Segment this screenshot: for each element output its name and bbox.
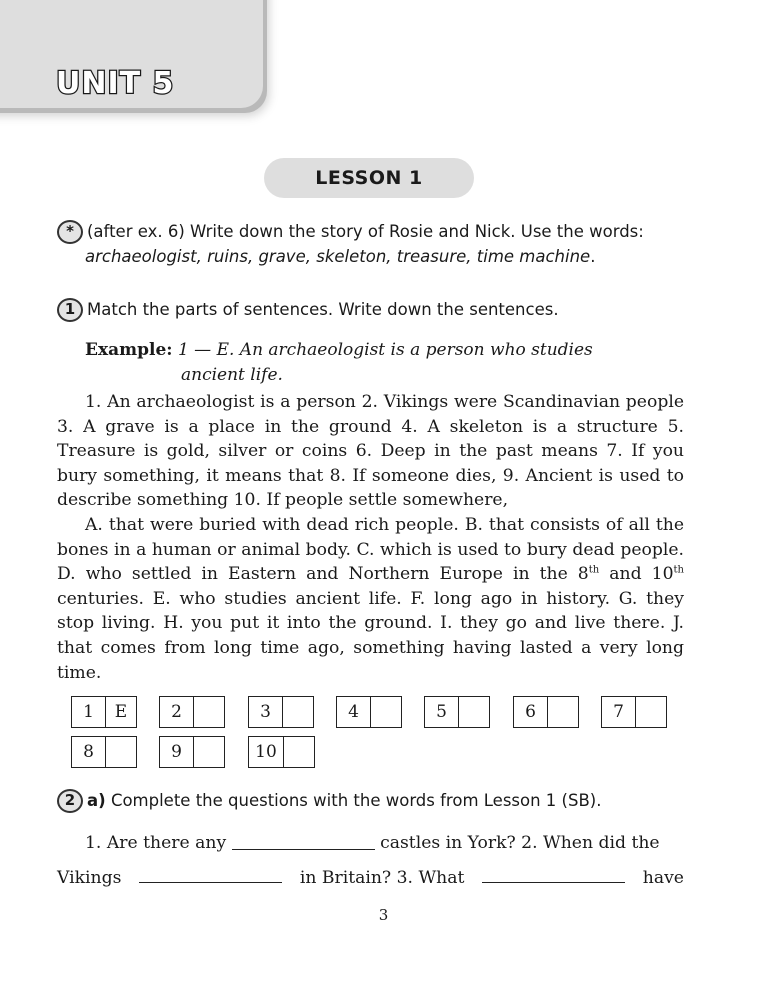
task-1-marker: 1 — [57, 298, 83, 322]
endings-part-b: and 10 — [599, 564, 674, 585]
answer-box-number: 3 — [249, 697, 283, 727]
task-2-question-line-1 — [57, 830, 684, 856]
answer-box-10 — [248, 736, 315, 768]
answer-box-6 — [513, 696, 579, 728]
answer-box-2 — [159, 696, 225, 728]
q2-part-c: have — [642, 868, 684, 888]
answer-box-3 — [248, 696, 314, 728]
task-1-sentence-beginnings: 1. An archaeologist is a person 2. Vikings were Scandinavian people 3. A grave is a place in the ground 4. A skeleton is a structure 5. Treasure is gold, silver or coins 6. Deep in the past means 7. If you bury something, it means that 8. If someone dies, 9. Ancient is used to describe something 10. If people settle somewhere, — [57, 392, 684, 511]
task-2-marker: 2 — [57, 789, 83, 813]
answer-box-field[interactable] — [459, 697, 489, 727]
answer-box-field[interactable] — [194, 697, 224, 727]
endings-part-a: A. that were buried with dead rich people. B. that consists of all the bones in a human or animal body. C. which is used to bury dead people. D. who settled in Eastern and Northern Europe in the 8 — [57, 515, 684, 585]
answer-box-field[interactable] — [548, 697, 578, 727]
task-1-instruction: Match the parts of sentences. Write down the sentences. — [87, 300, 559, 319]
task-2-subpart: a) — [87, 791, 106, 810]
answer-box-1 — [71, 696, 137, 728]
lesson-title: LESSON 1 — [264, 158, 474, 198]
q1-part-a: 1. Are there any — [85, 833, 227, 853]
answer-box-field[interactable] — [284, 737, 314, 767]
page-number: 3 — [378, 906, 389, 924]
answer-blank-3[interactable] — [482, 864, 625, 883]
answer-box-number: 8 — [72, 737, 106, 767]
answer-box-field[interactable] — [106, 737, 136, 767]
task-star — [57, 219, 697, 269]
answer-box-number: 10 — [249, 737, 284, 767]
answer-box-4 — [336, 696, 402, 728]
q2-part-b: in Britain? 3. What — [299, 868, 465, 888]
task-star-line2 — [57, 244, 697, 269]
answer-box-number: 4 — [337, 697, 371, 727]
superscript-th-1: th — [588, 564, 600, 576]
example-text: 1 — E. An archaeologist is a person who studies — [177, 340, 593, 360]
answer-box-8 — [71, 736, 137, 768]
answer-box-field[interactable] — [636, 697, 666, 727]
task-1-heading — [57, 297, 697, 322]
example-line1 — [85, 338, 685, 363]
task-star-instruction: (after ex. 6) Write down the story of Rosie and Nick. Use the words: — [87, 222, 644, 241]
task-2-question-line-2 — [57, 864, 684, 891]
q2-part-a: Vikings — [57, 868, 122, 888]
answer-box-number: 1 — [72, 697, 106, 727]
task-2-instruction: Complete the questions with the words from Lesson 1 (SB). — [110, 791, 602, 810]
example-label: Example: — [85, 340, 173, 360]
task-1-sentence-endings — [57, 513, 684, 685]
task-star-end: . — [590, 247, 596, 266]
task-star-marker: * — [57, 220, 83, 244]
task-1-example — [85, 338, 685, 388]
answer-box-field[interactable] — [194, 737, 224, 767]
task-star-line1 — [57, 219, 697, 244]
answer-box-number: 5 — [425, 697, 459, 727]
task-2-heading — [57, 788, 697, 813]
answer-box-number: 6 — [514, 697, 548, 727]
answer-box-field[interactable]: E — [114, 702, 128, 722]
answer-box-field[interactable] — [371, 697, 401, 727]
answer-box-field[interactable] — [283, 697, 313, 727]
answer-box-number: 2 — [160, 697, 194, 727]
task-star-words: archaeologist, ruins, grave, skeleton, treasure, time machine — [85, 247, 591, 266]
answer-blank-2[interactable] — [139, 864, 282, 883]
answer-box-7 — [601, 696, 667, 728]
answer-box-5 — [424, 696, 490, 728]
q1-part-b: castles in York? 2. When did the — [380, 833, 660, 853]
example-continuation: ancient life. — [181, 365, 283, 385]
unit-title: UNIT 5 — [56, 66, 175, 101]
answer-box-number: 7 — [602, 697, 636, 727]
answer-blank-1[interactable] — [232, 831, 375, 850]
answer-box-number: 9 — [160, 737, 194, 767]
answer-box-9 — [159, 736, 225, 768]
superscript-th-2: th — [673, 564, 684, 576]
endings-part-c: centuries. E. who studies ancient life. F. long ago in history. G. they stop living. H. you put it into the ground. I. they go and live there. J. that comes from long time ago, something having lasted a very long time. — [57, 588, 684, 683]
